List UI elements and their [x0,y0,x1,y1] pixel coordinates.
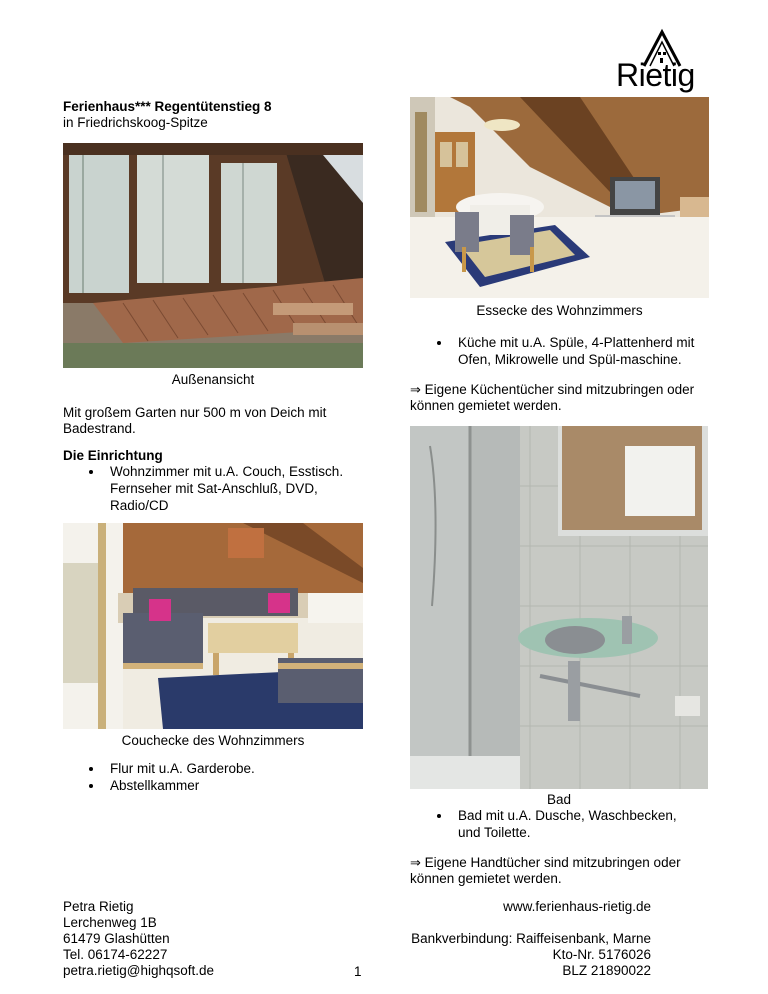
living-room-line2: Fernseher mit Sat-Anschluß, DVD, [110,481,318,496]
footer-phone: Tel. 06174-62227 [63,947,168,962]
list-item [86,463,343,514]
couch-corner-caption: Couchecke des Wohnzimmers [121,733,305,748]
logo-text: Rietig [616,57,695,93]
footer-bank: Bankverbindung: Raiffeisenbank, Marne [411,931,651,946]
living-room-line1: Wohnzimmer mit u.A. Couch, Esstisch. [110,464,344,479]
bath-towels-note-line1: ⇒ Eigene Handtücher sind mitzubringen oder [410,855,681,871]
rooms-list [86,760,255,794]
arrow-right-icon: ⇒ [410,856,421,871]
house-location: in Friedrichskoog-Spitze [63,115,208,130]
page-number: 1 [354,964,362,979]
kitchen-line1: Küche mit u.A. Spüle, 4-Plattenherd mit [458,335,695,350]
exterior-photo [63,143,363,368]
bath-towels-note-line2: können gemietet werden. [410,871,562,886]
kitchen-towels-note-line1: ⇒ Eigene Küchentücher sind mitzubringen oder [410,382,695,398]
dining-area-photo [410,97,709,298]
bathroom-photo [410,426,708,789]
footer-account: Kto-Nr. 5176026 [552,947,651,962]
bathroom-caption: Bad [546,792,572,807]
footer-email: petra.rietig@highqsoft.de [63,963,215,978]
garden-text-line2: Badestrand. [63,421,136,436]
footer-blz: BLZ 21890022 [562,963,651,978]
exterior-caption: Außenansicht [171,372,255,387]
list-item [434,334,694,368]
kitchen-towels-note-line2: können gemietet werden. [410,398,562,413]
living-room-line3: Radio/CD [110,498,169,513]
house-title: Ferienhaus*** Regentütenstieg 8 [63,99,272,114]
list-item [434,807,677,841]
facilities-list [86,463,343,514]
footer-name: Petra Rietig [63,899,134,914]
garden-text-line1: Mit großem Garten nur 500 m von Deich mit [63,405,327,420]
list-item: Abstellkammer [86,777,255,794]
list-item: Flur mit u.A. Garderobe. [86,760,255,777]
bathroom-line1: Bad mit u.A. Dusche, Waschbecken, [458,808,677,823]
dining-area-caption: Essecke des Wohnzimmers [476,303,643,318]
footer-street: Lerchenweg 1B [63,915,157,930]
kitchen-line2: Ofen, Mikrowelle und Spül-maschine. [458,352,682,367]
kitchen-list [434,334,694,368]
footer-city: 61479 Glashütten [63,931,170,946]
arrow-right-icon: ⇒ [410,383,421,398]
bathroom-list [434,807,677,841]
couch-corner-photo [63,523,363,729]
bathroom-line2: und Toilette. [458,825,531,840]
footer-website: www.ferienhaus-rietig.de [503,899,651,914]
facilities-heading: Die Einrichtung [63,448,163,463]
rietig-logo [612,28,710,94]
